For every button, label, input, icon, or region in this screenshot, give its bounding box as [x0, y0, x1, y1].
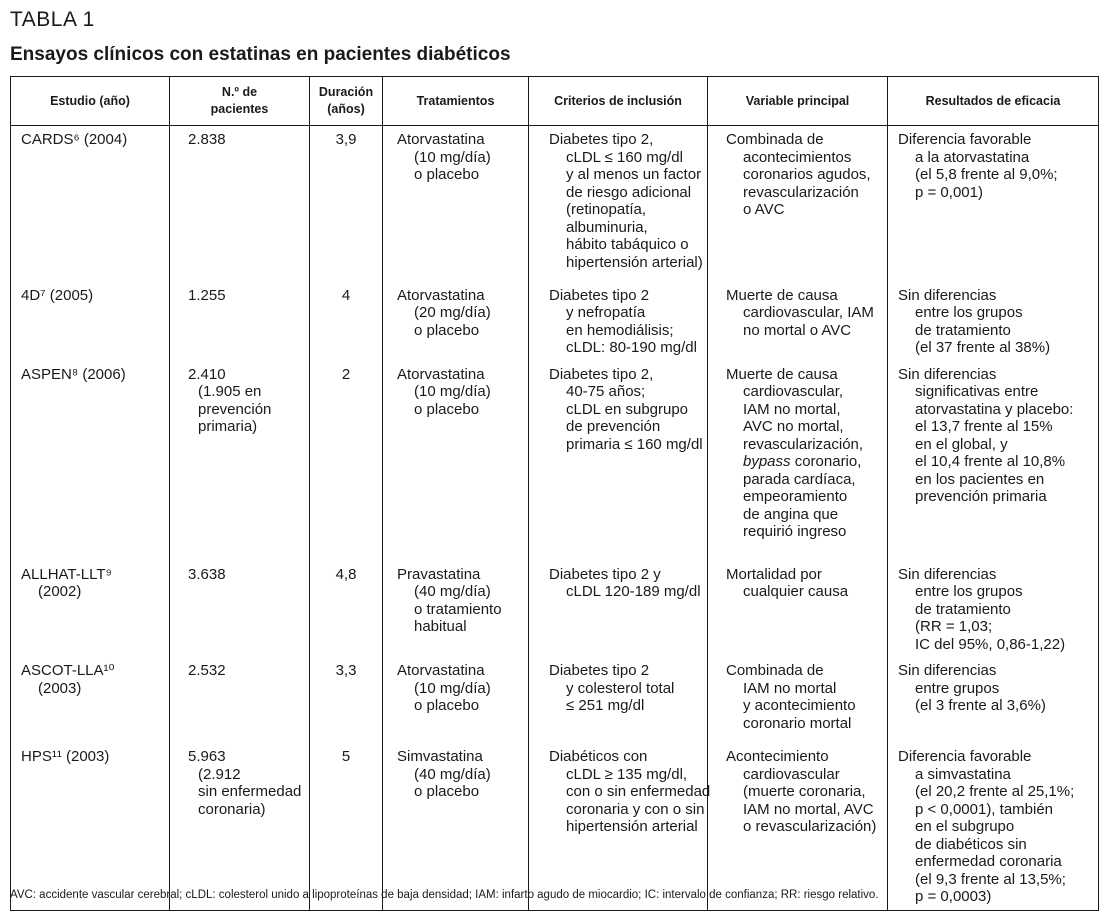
cell-resultados-line: enfermedad coronaria	[915, 853, 1062, 870]
cell-resultados-line: entre los grupos	[915, 583, 1023, 600]
cell-resultados-line: en los pacientes en	[915, 470, 1045, 488]
cell-resultados-line: el 13,7 frente al 15%	[915, 418, 1053, 435]
cell-resultados-line: IC del 95%, 0,86-1,22)	[915, 635, 1066, 653]
cell-resultados-line: Sin diferencias	[898, 286, 997, 304]
cell-variable-line: coronarios agudos,	[743, 166, 871, 183]
cell-criterios	[529, 743, 711, 910]
table-row	[11, 743, 1099, 910]
cell-estudio-line: 4D⁷ (2005)	[21, 286, 94, 304]
cell-variable	[708, 561, 888, 658]
cell-pacientes-line: coronaria)	[198, 800, 266, 818]
col-header-estudio	[11, 77, 170, 126]
cell-tratamientos	[383, 282, 529, 361]
cell-resultados-line: en el subgrupo	[915, 818, 1015, 835]
footnote: AVC: accidente vascular cerebral; cLDL: colesterol unido a lipoproteínas de baja densidad; IAM: infarto agudo de miocardio; IC: intervalo de confianza; RR: riesgo relativo.	[10, 889, 879, 901]
cell-variable-line: cardiovascular	[743, 765, 840, 783]
cell-variable-line: IAM no mortal	[743, 679, 837, 697]
cell-resultados-line: Diferencia favorable	[898, 131, 1032, 148]
cell-variable-line: y acontecimiento	[743, 697, 856, 714]
trials-table-container	[10, 76, 1098, 911]
col-header-variable	[708, 77, 888, 126]
cell-resultados	[888, 361, 1099, 561]
cell-estudio-line: (2003)	[38, 679, 82, 697]
cell-tratamientos-line: (20 mg/día)	[414, 304, 491, 321]
cell-criterios-line: Diabetes tipo 2,	[549, 131, 654, 148]
cell-pacientes-line: primaria)	[198, 418, 258, 435]
cell-variable	[708, 657, 888, 743]
cell-criterios-line: con o sin enfermedad	[566, 783, 711, 800]
cell-criterios	[529, 561, 708, 658]
cell-variable-line: IAM no mortal,	[743, 400, 841, 418]
cell-duracion-text: 4,8	[335, 565, 357, 583]
cell-tratamientos-line: Pravastatina	[397, 565, 481, 583]
cell-resultados-line: p = 0,0003)	[915, 888, 992, 905]
cell-resultados	[888, 282, 1099, 361]
cell-tratamientos-line: (10 mg/día)	[414, 148, 491, 166]
cell-variable	[708, 743, 888, 910]
cell-estudio	[11, 361, 170, 561]
cell-pacientes	[170, 743, 310, 910]
col-header-estudio-text: Estudio (año)	[50, 93, 130, 108]
cell-resultados-line: de tratamiento	[915, 600, 1011, 618]
cell-estudio	[11, 561, 170, 658]
cell-criterios-line: Diabetes tipo 2,	[549, 365, 654, 383]
cell-tratamientos-line: (10 mg/día)	[414, 383, 491, 400]
cell-tratamientos-line: Atorvastatina	[397, 286, 485, 304]
cell-resultados-line: entre grupos	[915, 679, 1000, 697]
cell-criterios-line: primaria ≤ 160 mg/dl	[566, 435, 703, 453]
trials-table	[10, 76, 1099, 911]
cell-criterios-line: cLDL ≥ 135 mg/dl,	[566, 765, 688, 783]
cell-estudio	[11, 126, 170, 282]
cell-estudio	[11, 743, 170, 910]
cell-criterios	[529, 282, 708, 361]
cell-resultados-line: (el 9,3 frente al 13,5%;	[915, 870, 1066, 888]
cell-variable-line: Muerte de causa	[726, 365, 838, 383]
cell-criterios-line: cLDL en subgrupo	[566, 400, 689, 418]
cell-criterios-line: 40-75 años;	[566, 383, 646, 400]
cell-criterios	[529, 126, 708, 282]
cell-estudio-line: (2002)	[38, 583, 82, 600]
cell-variable-line: parada cardíaca,	[743, 470, 856, 488]
cell-estudio	[11, 657, 170, 743]
cell-tratamientos-line: o placebo	[414, 783, 480, 800]
cell-criterios-line: y al menos un factor	[566, 166, 702, 183]
cell-criterios-line: ≤ 251 mg/dl	[566, 697, 645, 714]
cell-variable-line: requirió ingreso	[743, 523, 847, 540]
cell-criterios-line: Diabéticos con	[549, 748, 648, 765]
cell-duracion-text: 5	[341, 748, 351, 765]
cell-tratamientos-line: (10 mg/día)	[414, 679, 491, 697]
cell-duracion-text: 4	[341, 286, 351, 304]
table-body	[11, 126, 1099, 911]
cell-duracion-text: 3,9	[335, 131, 357, 148]
cell-tratamientos-line: habitual	[414, 618, 467, 635]
cell-pacientes-line: 2.410	[188, 365, 226, 383]
cell-criterios-line: hábito tabáquico o	[566, 236, 689, 253]
cell-duracion	[310, 361, 383, 561]
col-header-duracion-line: Duración	[318, 85, 374, 99]
cell-tratamientos-line: o placebo	[414, 321, 480, 339]
cell-criterios-line: cLDL 120-189 mg/dl	[566, 583, 701, 600]
cell-criterios-line: hipertensión arterial)	[566, 253, 703, 271]
cell-tratamientos	[383, 361, 529, 561]
cell-estudio-line: ASCOT-LLA¹⁰	[21, 662, 115, 679]
cell-resultados-line: Sin diferencias	[898, 365, 997, 383]
cell-criterios-line: y colesterol total	[566, 679, 675, 697]
header-row	[11, 77, 1099, 126]
table-row	[11, 361, 1099, 561]
cell-variable-line: Mortalidad por	[726, 565, 822, 583]
col-header-pacientes-line: N.º de	[221, 85, 258, 99]
cell-variable-line: revascularización,	[743, 435, 864, 453]
cell-resultados-line: (el 3 frente al 3,6%)	[915, 697, 1046, 714]
cell-variable-line: IAM no mortal, AVC	[743, 800, 874, 818]
cell-pacientes	[170, 126, 310, 282]
col-header-duracion	[310, 77, 383, 126]
cell-criterios-line: cLDL: 80-190 mg/dl	[566, 339, 697, 356]
table-row	[11, 657, 1099, 743]
cell-resultados-line: atorvastatina y placebo:	[915, 400, 1074, 418]
cell-criterios-line: de prevención	[566, 418, 661, 435]
cell-resultados-line: de diabéticos sin	[915, 835, 1027, 853]
cell-variable-line: cardiovascular, IAM	[743, 304, 874, 321]
col-header-pacientes-line: pacientes	[210, 102, 269, 116]
cell-resultados	[888, 561, 1099, 658]
cell-resultados-line: a la atorvastatina	[915, 148, 1030, 166]
cell-tratamientos-line: o placebo	[414, 166, 480, 183]
cell-pacientes-line: 3.638	[188, 565, 226, 583]
col-header-duracion-line: (años)	[327, 102, 365, 116]
cell-criterios-line: hipertensión arterial	[566, 818, 698, 835]
cell-resultados-line: p = 0,001)	[915, 183, 983, 201]
cell-variable-line: cualquier causa	[743, 583, 849, 600]
cell-variable-line: de angina que	[743, 505, 839, 523]
cell-variable	[708, 282, 888, 361]
cell-pacientes-line: 5.963	[188, 748, 226, 765]
cell-resultados-line: a simvastatina	[915, 765, 1011, 783]
cell-resultados-line: Sin diferencias	[898, 662, 997, 679]
cell-resultados-line: p < 0,0001), también	[915, 800, 1054, 818]
cell-criterios-line: Diabetes tipo 2 y	[549, 565, 661, 583]
cell-pacientes-line: 2.838	[188, 131, 226, 148]
cell-variable-line: AVC no mortal,	[743, 418, 844, 435]
cell-criterios	[529, 657, 708, 743]
cell-criterios-line: de riesgo adicional	[566, 183, 692, 201]
cell-duracion-text: 3,3	[335, 662, 357, 679]
cell-variable-line: Combinada de	[726, 662, 824, 679]
cell-pacientes	[170, 561, 310, 658]
cell-resultados	[888, 743, 1099, 910]
cell-criterios-line: Diabetes tipo 2	[549, 286, 650, 304]
cell-tratamientos-line: Atorvastatina	[397, 662, 485, 679]
cell-estudio	[11, 282, 170, 361]
col-header-variable-text: Variable principal	[745, 93, 850, 108]
cell-estudio-line: HPS¹¹ (2003)	[21, 748, 110, 765]
cell-tratamientos-line: o tratamiento	[414, 600, 502, 618]
cell-pacientes-line: prevención	[198, 400, 272, 418]
cell-variable-line: (muerte coronaria,	[743, 783, 866, 800]
cell-tratamientos-line: Simvastatina	[397, 748, 483, 765]
col-header-tratamientos-text: Tratamientos	[416, 93, 495, 108]
col-header-resultados	[888, 77, 1099, 126]
cell-duracion	[310, 743, 383, 910]
cell-variable-line: o revascularización)	[743, 818, 877, 835]
cell-resultados	[888, 126, 1099, 282]
cell-pacientes-line: sin enfermedad	[198, 783, 302, 800]
col-header-criterios-text: Criterios de inclusión	[554, 93, 682, 108]
cell-tratamientos	[383, 561, 529, 658]
cell-criterios-line: coronaria y con o sin	[566, 800, 705, 818]
cell-variable-line: Muerte de causa	[726, 286, 838, 304]
cell-variable-line: bypass coronario,	[743, 453, 862, 470]
col-header-criterios	[529, 77, 708, 126]
cell-pacientes-line: 2.532	[188, 662, 226, 679]
cell-pacientes	[170, 282, 310, 361]
cell-resultados-line: (el 20,2 frente al 25,1%;	[915, 783, 1075, 800]
cell-tratamientos-line: Atorvastatina	[397, 365, 485, 383]
cell-variable-line: revascularización	[743, 183, 859, 201]
cell-variable-line: empeoramiento	[743, 488, 848, 505]
cell-tratamientos-line: o placebo	[414, 697, 480, 714]
cell-variable-line: no mortal o AVC	[743, 321, 852, 339]
table-row	[11, 126, 1099, 282]
table-number: TABLA 1	[10, 8, 95, 31]
cell-variable-line: coronario mortal	[743, 714, 852, 732]
cell-estudio-line: ALLHAT-LLT⁹	[21, 565, 112, 583]
cell-resultados-line: el 10,4 frente al 10,8%	[915, 453, 1066, 470]
cell-tratamientos-line: (40 mg/día)	[414, 765, 491, 783]
cell-duracion-text: 2	[341, 365, 351, 383]
cell-criterios-line: y nefropatía	[566, 304, 646, 321]
cell-estudio-line: CARDS⁶ (2004)	[21, 131, 128, 148]
col-header-resultados-text: Resultados de eficacia	[925, 93, 1061, 108]
cell-variable	[708, 361, 888, 561]
cell-resultados-line: significativas entre	[915, 383, 1039, 400]
cell-resultados-line: de tratamiento	[915, 321, 1011, 339]
table-row	[11, 561, 1099, 658]
cell-criterios-line: cLDL ≤ 160 mg/dl	[566, 148, 683, 166]
cell-variable-line: acontecimientos	[743, 148, 852, 166]
cell-pacientes	[170, 361, 310, 561]
cell-estudio-line: ASPEN⁸ (2006)	[21, 365, 126, 383]
cell-criterios-line: en hemodiálisis;	[566, 321, 674, 339]
cell-resultados-line: Sin diferencias	[898, 565, 997, 583]
cell-criterios	[529, 361, 708, 561]
table-row	[11, 282, 1099, 361]
cell-resultados-line: Diferencia favorable	[898, 748, 1032, 765]
cell-resultados-line: prevención primaria	[915, 488, 1047, 505]
cell-resultados-line: en el global, y	[915, 435, 1008, 453]
cell-tratamientos	[383, 126, 529, 282]
cell-criterios-line: Diabetes tipo 2	[549, 662, 650, 679]
cell-criterios-line: (retinopatía,	[566, 201, 647, 218]
cell-tratamientos-line: o placebo	[414, 400, 480, 418]
cell-pacientes-line: 1.255	[188, 286, 226, 304]
cell-tratamientos	[383, 743, 529, 910]
cell-tratamientos	[383, 657, 529, 743]
cell-duracion	[310, 126, 383, 282]
cell-variable-line: cardiovascular,	[743, 383, 844, 400]
cell-tratamientos-line: (40 mg/día)	[414, 583, 491, 600]
cell-resultados-line: entre los grupos	[915, 304, 1023, 321]
cell-pacientes-line: (2.912	[198, 765, 241, 783]
cell-variable	[708, 126, 888, 282]
cell-resultados-line: (el 5,8 frente al 9,0%;	[915, 166, 1058, 183]
col-header-tratamientos	[383, 77, 529, 126]
cell-resultados-line: (RR = 1,03;	[915, 618, 993, 635]
cell-criterios-line: albuminuria,	[566, 218, 648, 236]
cell-resultados-line: (el 37 frente al 38%)	[915, 339, 1051, 356]
cell-resultados	[888, 657, 1099, 743]
cell-variable-line: o AVC	[743, 201, 785, 218]
col-header-pacientes	[170, 77, 310, 126]
cell-duracion	[310, 657, 383, 743]
cell-variable-line: Combinada de	[726, 131, 824, 148]
cell-tratamientos-line: Atorvastatina	[397, 131, 485, 148]
cell-pacientes-line: (1.905 en	[198, 383, 262, 400]
table-title: Ensayos clínicos con estatinas en pacientes diabéticos	[10, 44, 511, 65]
cell-variable-line: Acontecimiento	[726, 748, 829, 765]
cell-pacientes	[170, 657, 310, 743]
cell-duracion	[310, 561, 383, 658]
cell-duracion	[310, 282, 383, 361]
